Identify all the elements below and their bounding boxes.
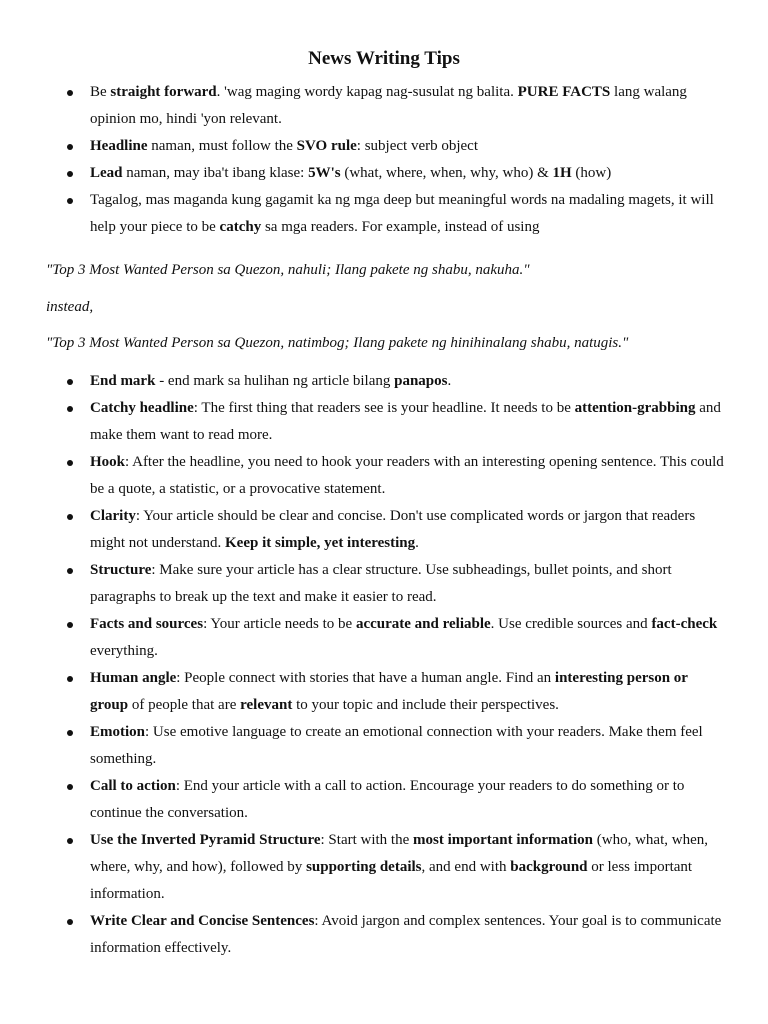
text: .: [415, 535, 419, 551]
text: lang walang opinion mo, hindi 'yon relevant.: [90, 84, 687, 127]
list-item: [0, 665, 768, 719]
text: . Use credible sources and: [490, 616, 652, 632]
list-item: [0, 503, 768, 557]
text: : The first thing that readers see is your headline. It needs to be: [193, 400, 575, 416]
text: : After the headline, you need to hook your readers with an interesting opening sentence. This could be a quote, a statistic, or a provocative statement.: [90, 454, 724, 497]
bold-text: catchy: [219, 219, 262, 235]
page-title: News Writing Tips: [308, 48, 460, 69]
list-item: [0, 449, 768, 503]
bold-text: PURE FACTS: [517, 84, 611, 100]
text: : Make sure your article has a clear structure. Use subheadings, bullet points, and short paragraphs to break up the text and make it easier to read.: [90, 562, 672, 605]
bold-text: Clarity: [90, 508, 136, 524]
bold-text: End mark: [90, 373, 156, 389]
list-item: [0, 611, 768, 665]
text: and make them want to read more.: [90, 400, 721, 443]
bold-text: Call to action: [90, 778, 176, 794]
example-headline-before: "Top 3 Most Wanted Person sa Quezon, nahuli; Ilang pakete ng shabu, nakuha.": [46, 262, 530, 278]
bold-text: 5W's: [308, 165, 341, 181]
bold-text: Human angle: [90, 670, 177, 686]
list-item: [0, 187, 768, 241]
tips-list-part2: [0, 368, 768, 962]
list-item: [0, 133, 768, 160]
text: (how): [571, 165, 612, 181]
bold-text: fact-check: [651, 616, 718, 632]
example-headline-after: "Top 3 Most Wanted Person sa Quezon, natimbog; Ilang pakete ng hinihinalang shabu, natugis.": [46, 335, 629, 351]
text: , and end with: [421, 859, 511, 875]
bold-text: Lead: [90, 165, 123, 181]
bold-text: Catchy headline: [90, 400, 194, 416]
bold-text: supporting details: [306, 859, 422, 875]
bold-text: Headline: [90, 138, 148, 154]
text: Tagalog, mas maganda kung gagamit ka ng mga deep but meaningful words na madaling magets, it will help your piece to be: [90, 192, 714, 235]
text: Be: [90, 84, 111, 100]
list-item: [0, 719, 768, 773]
text: : Avoid jargon and complex sentences. Your goal is to communicate information effectively.: [90, 913, 722, 956]
text: : End your article with a call to action. Encourage your readers to do something or to continue the conversation.: [90, 778, 685, 821]
instead-text: instead,: [46, 299, 94, 315]
bold-text: Emotion: [90, 724, 146, 740]
bold-text: background: [510, 859, 588, 875]
bold-text: Structure: [90, 562, 152, 578]
bold-text: Use the Inverted Pyramid Structure: [90, 832, 321, 848]
bold-text: Write Clear and Concise Sentences: [90, 913, 315, 929]
bold-text: SVO rule: [296, 138, 357, 154]
bold-text: relevant: [240, 697, 293, 713]
tips-list-part1: [0, 79, 768, 241]
text: : Use emotive language to create an emotional connection with your readers. Make them feel something.: [90, 724, 703, 767]
list-item: [0, 773, 768, 827]
text: (what, where, when, why, who) &: [340, 165, 553, 181]
bold-text: 1H: [552, 165, 572, 181]
text: - end mark sa hulihan ng article bilang: [155, 373, 395, 389]
list-item: [0, 557, 768, 611]
bold-text: Facts and sources: [90, 616, 204, 632]
bold-text: straight forward: [110, 84, 217, 100]
text: naman, may iba't ibang klase:: [122, 165, 309, 181]
text: of people that are: [128, 697, 241, 713]
text: : subject verb object: [356, 138, 479, 154]
list-item: [0, 908, 768, 962]
list-item: [0, 827, 768, 908]
text: everything.: [90, 643, 158, 659]
text: : Your article should be clear and concise. Don't use complicated words or jargon that readers might not understand.: [90, 508, 696, 551]
bold-text: attention-grabbing: [574, 400, 696, 416]
bold-text: most important information: [413, 832, 594, 848]
list-item: [0, 79, 768, 133]
text: sa mga readers. For example, instead of using: [261, 219, 540, 235]
list-item: [0, 395, 768, 449]
text: . 'wag maging wordy kapag nag-susulat ng balita.: [216, 84, 518, 100]
text: (who, what, when, where, why, and how), followed by: [90, 832, 708, 875]
text: to your topic and include their perspectives.: [292, 697, 559, 713]
list-item: [0, 368, 768, 395]
list-item: [0, 160, 768, 187]
bold-text: Hook: [90, 454, 126, 470]
text: : Start with the: [320, 832, 414, 848]
bold-text: interesting person or group: [90, 670, 688, 713]
bold-text: Keep it simple, yet interesting: [225, 535, 416, 551]
text: .: [447, 373, 452, 389]
text: naman, must follow the: [147, 138, 297, 154]
text: : Your article needs to be: [203, 616, 356, 632]
bold-text: accurate and reliable: [355, 616, 491, 632]
bold-text: panapos: [394, 373, 448, 389]
text: : People connect with stories that have a human angle. Find an: [176, 670, 555, 686]
text: or less important information.: [90, 859, 693, 902]
